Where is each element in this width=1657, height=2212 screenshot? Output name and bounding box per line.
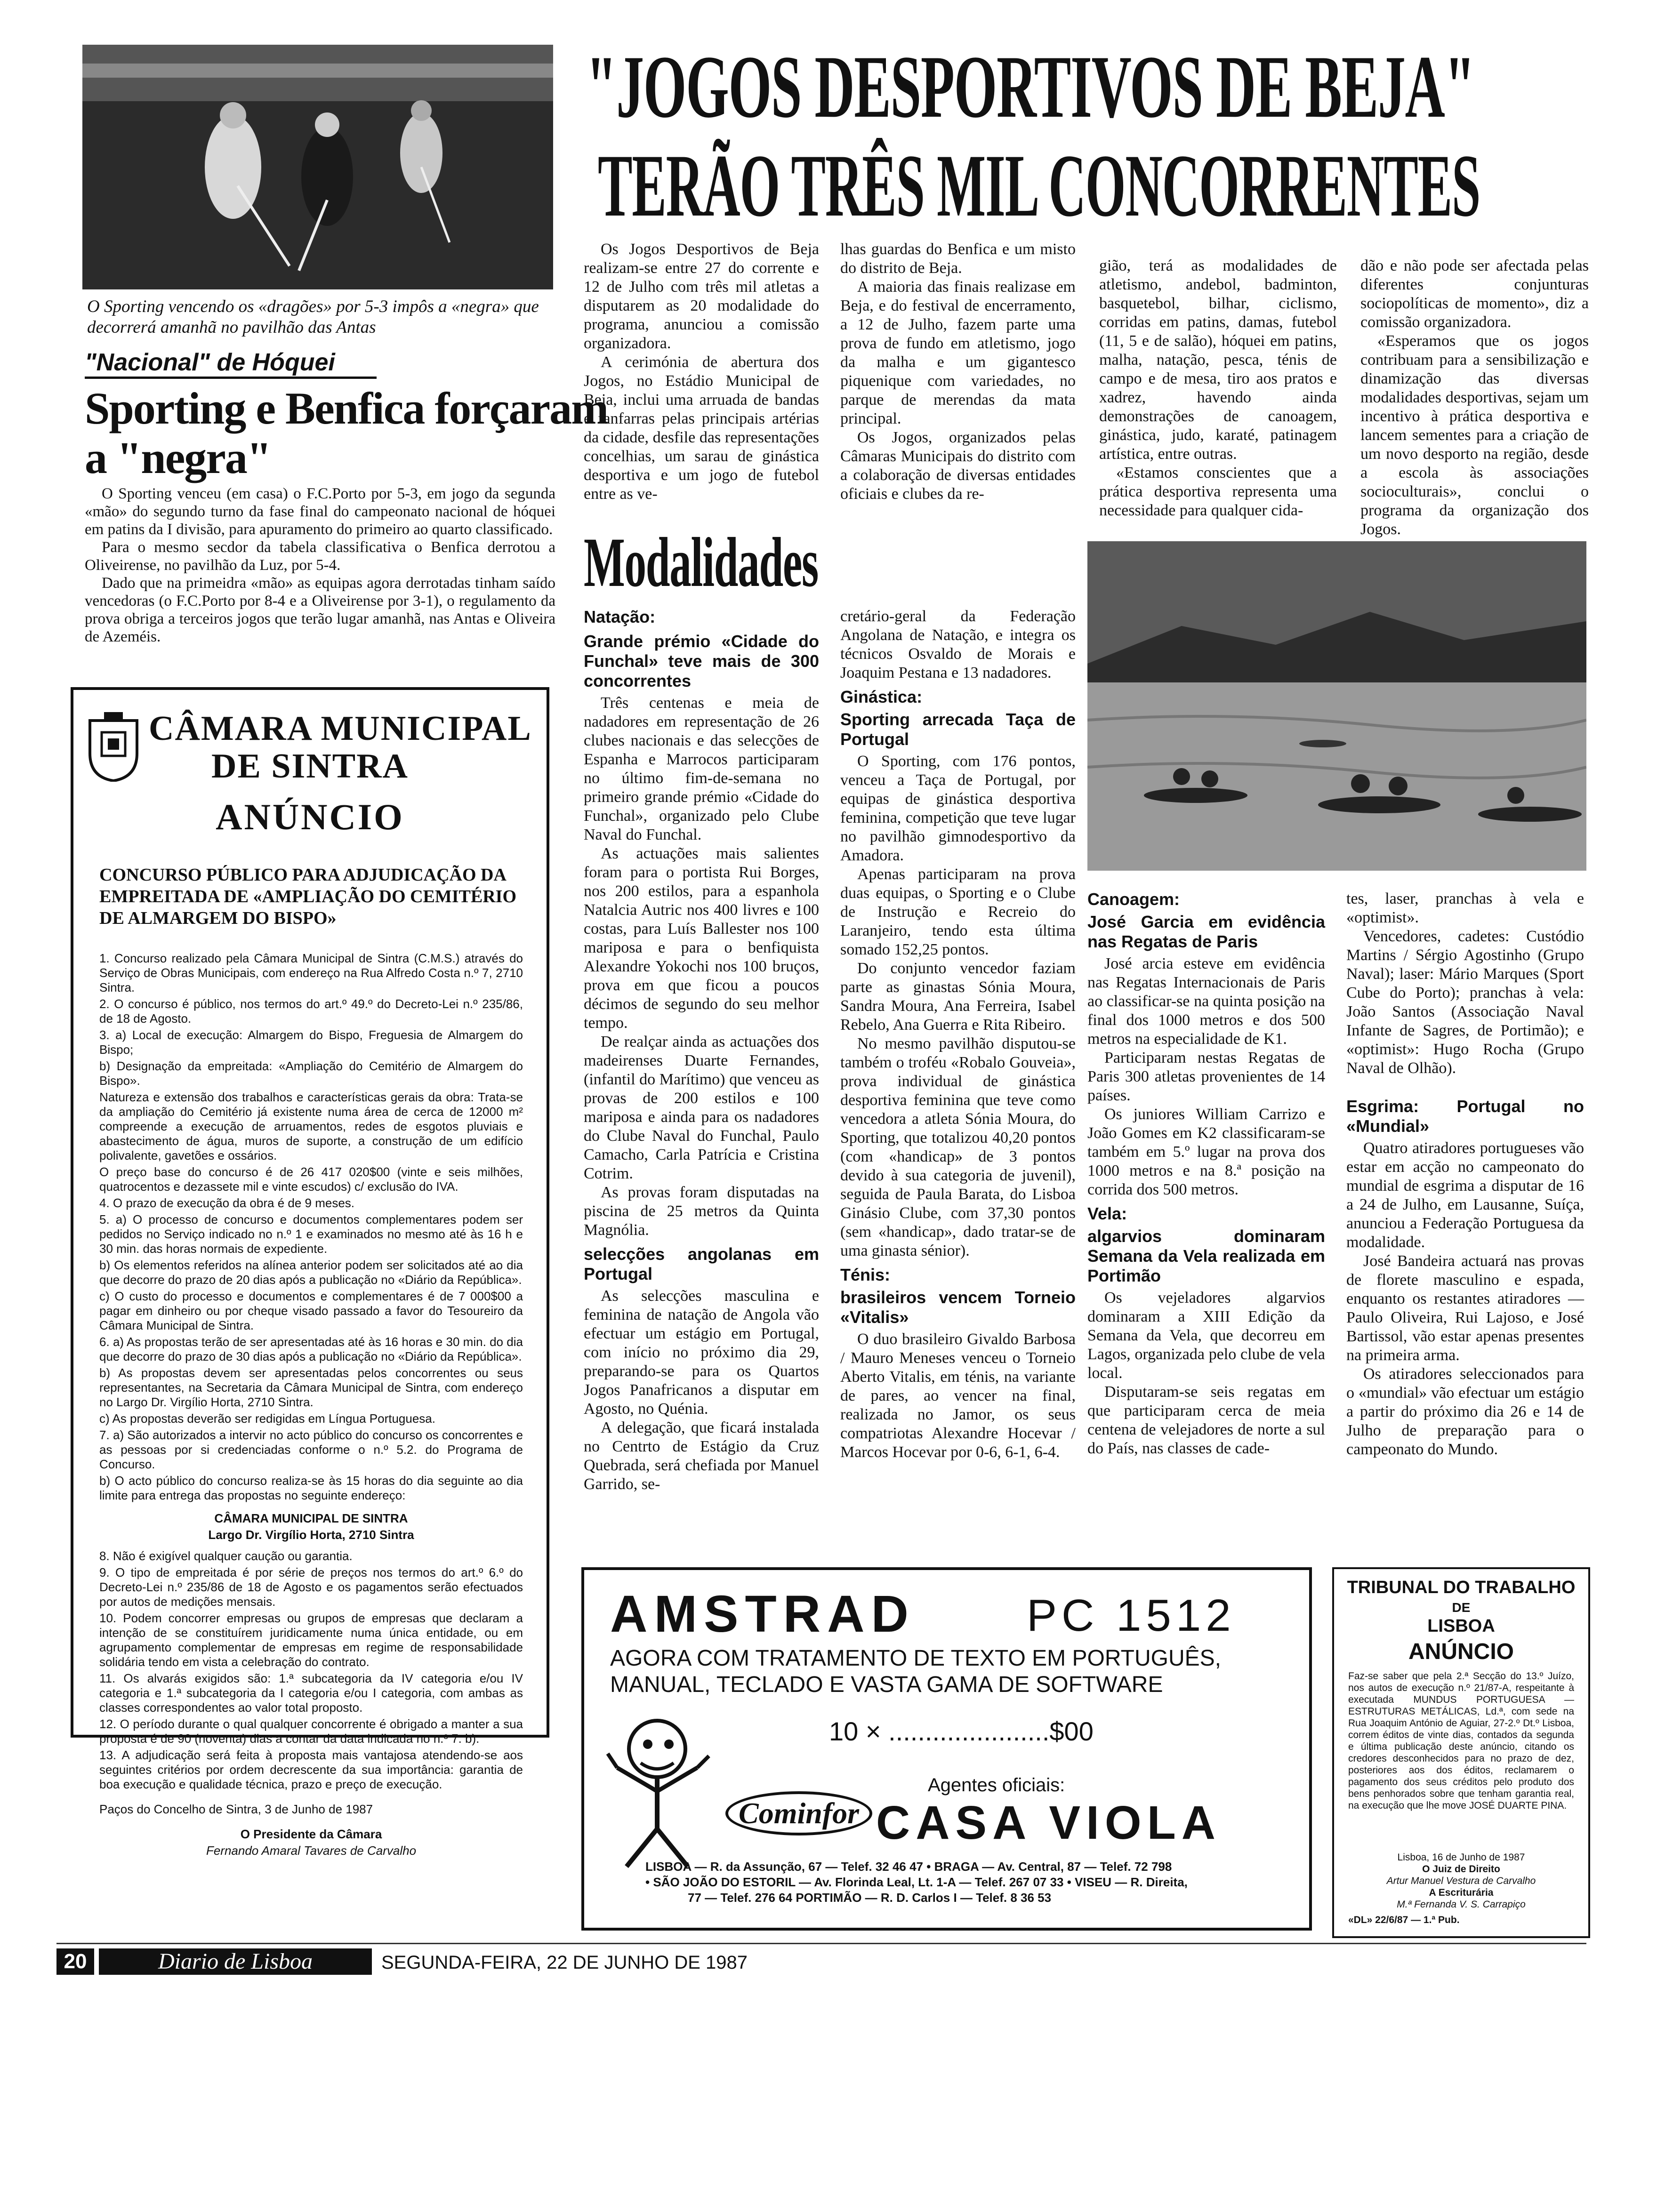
hockey-title-line1: Sporting e Benfica forçaram xyxy=(85,383,608,433)
amstrad-model: PC 1512 xyxy=(1027,1590,1236,1641)
sintra-item: 12. O período durante o qual qualquer concorrente é obrigado a manter a sua proposta é de 90 (noventa) dias a contar da data indicada no n.º 7. b). xyxy=(99,1717,523,1746)
beja-paragraph: A maioria das finais realizase em Beja, e do festival de encerramento, a 12 de Julho, fazem parte uma prova de fundo em atletismo, jogo da malha e um gigantesco piquenique com variedades, no parque de merendas da mata principal. xyxy=(840,278,1076,427)
footer-bar xyxy=(56,1943,1586,1947)
sintra-item: 4. O prazo de execução da obra é de 9 meses. xyxy=(99,1196,355,1210)
beja-col-1 xyxy=(584,240,819,504)
hockey-photo xyxy=(82,45,553,289)
vela-label: Vela: xyxy=(1087,1204,1127,1223)
esgrima-paragraph: Quatro atiradores portugueses vão estar em acção no campeonato do mundial de esgrima a disputar de 16 a 24 de Julho, em Lausanne, Suíça, anunciou a Federação Portuguesa da modalidade. xyxy=(1346,1139,1584,1251)
tenis-label: Ténis: xyxy=(840,1265,891,1284)
hockey-paragraph: Dado que na primeidra «mão» as equipas agora derrotadas tinham saído vencedoras (o F.C.Porto por 8-4 e a Oliveirense por 3-1), o regulamento da prova obriga a terceiros jogos que terão lugar amanhã, nas Antas e Oliveira de Azeméis. xyxy=(85,575,555,645)
footer-date: SEGUNDA-FEIRA, 22 DE JUNHO DE 1987 xyxy=(381,1952,748,1973)
sintra-item: 6. a) As propostas terão de ser apresentadas até às 16 horas e 30 min. do dia que decorre do prazo de 30 dias após a publicação no «Diário da República». xyxy=(99,1335,523,1363)
canoagem-title: José Garcia em evidência nas Regatas de Paris xyxy=(1087,912,1325,951)
hockey-paragraph: O Sporting venceu (em casa) o F.C.Porto por 5-3, em jogo da segunda «mão» do segundo turno da fase final do campeonato nacional de hóquei em patins da I divisão, para apuramento do primeiro ao quarto classificado. xyxy=(85,485,555,538)
beja-paragraph: Os Jogos Desportivos de Beja realizam-se entre 27 do corrente e 12 de Julho com três mil atletas a disputarem as 20 modalidade do programa, anunciou a comissão organizadora. xyxy=(584,240,819,352)
esgrima-paragraph: José Bandeira actuará nas provas de florete masculino e espada, enquanto os restantes atiradores — Paulo Oliveira, Rui Lajoso, e José Bartissol, vão estar apenas presentes na primeira arma. xyxy=(1346,1252,1584,1364)
sintra-address-line1: CÂMARA MUNICIPAL DE SINTRA xyxy=(214,1511,408,1525)
angola-continued: cretário-geral da Federação Angolana de Natação, e integra os técnicos Osvaldo de Morais e Joaquim Pestana e 13 nadadores. xyxy=(840,608,1076,681)
natacao-paragraph: Três centenas e meia de nadadores em representação de 26 clubes nacionais e das selecções de Espanha e Marrocos participaram no último fim-de-semana no primeiro grande prémio «Cidade do Funchal», organizado pelo Clube Naval do Funchal. xyxy=(584,694,819,843)
beja-paragraph: «Estamos conscientes que a prática desportiva representa uma necessidade para qualquer cida- xyxy=(1099,464,1337,519)
tribunal-ref: «DL» 22/6/87 — 1.ª Pub. xyxy=(1348,1915,1460,1925)
ginastica-paragraph: No mesmo pavilhão disputou-se também o troféu «Robalo Gouveia», prova individual de ginástica desportiva feminina que teve como vencedora a atleta Sónia Moura, do Sporting, que totalizou 40,20 pontos (com «handicap» de 3 pontos devido à sua categoria de juvenil), seguida de Paula Barata, do Lisboa Ginásio Clube, com 37,30 pontos (sem «handicap», dado tratar-se de uma ginasta sénior). xyxy=(840,1035,1076,1259)
esgrima-paragraph: Os atiradores seleccionados para o «mundial» vão efectuar um estágio a partir do próximo dia 26 e 14 de Julho de preparação para o campeonato do Mundo. xyxy=(1346,1365,1584,1458)
amstrad-brand: AMSTRAD xyxy=(610,1585,915,1643)
sintra-item: b) O acto público do concurso realiza-se às 15 horas do dia seguinte ao dia limite para entrega das propostas no seguinte endereço: xyxy=(99,1474,523,1502)
ginastica-paragraph: Do conjunto vencedor faziam parte as ginastas Sónia Moura, Sandra Moura, Ana Ferreira, Isabel Rebelo, Ana Guerra e Rita Ribeiro. xyxy=(840,960,1076,1034)
tribunal-clerk-title: A Escriturária xyxy=(1429,1887,1494,1898)
ginastica-title: Sporting arrecada Taça de Portugal xyxy=(840,710,1076,749)
natacao-paragraph: As actuações mais salientes foram para o portista Rui Borges, nos 200 estilos, para a espanhola Natalcia Autric nos 400 livres e 100 costas, para Luís Ballester nos 100 mariposa e para o benfiquista Alexandre Yokochi nos 100 bruços, prova em que ficou a poucos décimos de segundo do seu melhor tempo. xyxy=(584,845,819,1032)
amstrad-address-2: • SÃO JOÃO DO ESTORIL — Av. Florinda Leal, Lt. 1-A — Telef. 267 07 33 • VISEU — R. Direita, xyxy=(645,1875,1188,1889)
sintra-title-line2: DE SINTRA xyxy=(211,747,409,785)
modalidades-title: Modalidades xyxy=(584,523,818,601)
tribunal-title-1: TRIBUNAL DO TRABALHO xyxy=(1347,1578,1576,1597)
main-headline-line2: TERÃO TRÊS MIL CONCORRENTES xyxy=(598,136,1480,235)
tribunal-announcement xyxy=(1332,1567,1590,1938)
sintra-item: b) As propostas devem ser apresentadas pelos concorrentes ou seus representantes, na Secretaria da Câmara Municipal de Sintra, com endereço no Largo Dr. Virgílio Horta, 2710 Sintra. xyxy=(99,1366,523,1409)
beja-col-3 xyxy=(1099,256,1337,520)
beja-paragraph: dão e não pode ser afectada pelas diferentes conjunturas sociopolíticas de momento», diz a comissão organizadora. xyxy=(1360,257,1589,331)
sintra-item: 1. Concurso realizado pela Câmara Municipal de Sintra (C.M.S.) através do Serviço de Obras Municipais, com endereço na Rua Alfredo Costa n.º 7, 2710 Sintra. xyxy=(99,951,523,994)
angola-title: selecções angolanas em Portugal xyxy=(584,1244,819,1283)
amstrad-address-1: LISBOA — R. da Assunção, 67 — Telef. 32 46 47 • BRAGA — Av. Central, 87 — Telef. 72 798 xyxy=(645,1859,1172,1874)
esgrima-title: Esgrima: Portugal no «Mundial» xyxy=(1346,1097,1584,1136)
beja-paragraph: A cerimónia de abertura dos Jogos, no Estádio Municipal de Beja, inclui uma arruada de bandas e fanfarras pelas principais artérias da cidade, desfile das representações concelhias, um sarau de ginástica desportiva e um jogo de futebol entre as ve- xyxy=(584,353,819,503)
amstrad-tagline: AGORA COM TRATAMENTO DE TEXTO EM PORTUGUÊS, MANUAL, TECLADO E VASTA GAMA DE SOFTWARE xyxy=(610,1646,1221,1697)
tribunal-anuncio: ANÚNCIO xyxy=(1408,1639,1514,1664)
vela-title: algarvios dominaram Semana da Vela realizada em Portimão xyxy=(1087,1226,1325,1285)
canoagem-paragraph: Os juniores William Carrizo e João Gomes em K2 classificaram-se também em 5.º lugar na prova dos 1000 metros e na 8.ª posição na corrida dos 500 metros. xyxy=(1087,1106,1325,1198)
sintra-item: 8. Não é exigível qualquer caução ou garantia. xyxy=(99,1549,353,1563)
hockey-paragraph: Para o mesmo secdor da tabela classificativa o Benfica derrotou a Oliveirense, no pavilhão da Luz, por 5-4. xyxy=(85,539,555,574)
amstrad-agents-label: Agentes oficiais: xyxy=(928,1775,1065,1795)
tribunal-signatures xyxy=(1348,1851,1574,1926)
hockey-photo-image xyxy=(82,45,553,289)
amstrad-price: 10 × ......................$00 xyxy=(829,1716,1094,1746)
modalidades-col-3 xyxy=(1087,890,1325,1458)
natacao-paragraph: As provas foram disputadas na piscina de 25 metros da Quinta Magnólia. xyxy=(584,1184,819,1239)
amstrad-address-3: 77 — Telef. 276 64 PORTIMÃO — R. D. Carlos I — Telef. 8 36 53 xyxy=(688,1891,1052,1905)
tribunal-judge-title: O Juiz de Direito xyxy=(1422,1864,1500,1875)
sintra-signer-name: Fernando Amaral Tavares de Carvalho xyxy=(206,1843,417,1858)
ginastica-paragraph: O Sporting, com 176 pontos, venceu a Taça de Portugal, por equipas de ginástica desportiva feminina, competição que teve lugar no pavilhão gimnodesportivo da Amadora. xyxy=(840,753,1076,864)
hockey-caption: O Sporting vencendo os «dragões» por 5-3 impôs a «negra» que decorrerá amanhã no pavilhão das Antas xyxy=(87,297,539,337)
sintra-place-date: Paços do Concelho de Sintra, 3 de Junho de 1987 xyxy=(99,1802,373,1816)
page-number: 20 xyxy=(56,1948,94,1975)
vela-paragraph: Disputaram-se seis regatas em que participaram cerca de meia centena de velejadores de norte a sul do País, nas classes de cade- xyxy=(1087,1383,1325,1457)
beja-col-4 xyxy=(1360,256,1589,539)
beja-col-2 xyxy=(840,240,1076,504)
beja-paragraph: lhas guardas do Benfica e um misto do distrito de Beja. xyxy=(840,240,1076,277)
vela-paragraph: Os vejeladores algarvios dominaram a XIII Edição da Semana da Vela, que decorreu em Lagos, organizada pelo clube de vela local. xyxy=(1087,1289,1325,1382)
natacao-paragraph: De realçar ainda as actuações dos madeirenses Duarte Fernandes, (infantil do Marítimo) que venceu as provas de 200 estilos e 100 mariposa e ainda para os nadadores do Clube Naval do Funchal, Paulo Camacho, Carla Patrícia e Cristina Cotrim. xyxy=(584,1033,819,1182)
tribunal-body: Faz-se saber que pela 2.ª Secção do 13.º Juízo, nos autos de execução n.º 21/87-A, respeitante à executada MUNDUS PORTUGUESA — ESTRUTURAS METÁLICAS, Ld.ª, com sede na Rua Joaquim António de Aguiar, 27-2.º Dt.º Lisboa, correm éditos de vinte dias, contados da segunda e última publicação deste anúncio, citando os credores desconhecidos para no prazo de dez, posteriores aos dos éditos, reclamarem o pagamento dos seus créditos pelo produto dos bens penhorados sobre que tenham garantia real, na execução que lhe move JOSÉ DUARTE PINA. xyxy=(1348,1671,1574,1811)
sintra-item: Natureza e extensão dos trabalhos e características gerais da obra: Trata-se da ampliação do Cemitério já existente numa área de cerca de 12000 m² compreende a execução de arruamentos, redes de esgotos pluviais e abastecimento de água, muros de suporte, a construção de um edifício polivalente, gavetões e ossários. xyxy=(99,1090,523,1162)
tribunal-title-2: DE xyxy=(1452,1600,1471,1615)
angola-paragraph: As selecções masculina e feminina de natação de Angola vão efectuar um estágio em Portugal, com início no próximo dia 29, preparando-se para os Quartos Jogos Panafricanos a disputar em Agosto, no Quénia. xyxy=(584,1287,819,1418)
tribunal-title-3: LISBOA xyxy=(1427,1616,1495,1636)
natacao-title: Grande prémio «Cidade do Funchal» teve mais de 300 concorrentes xyxy=(584,632,819,690)
hockey-article xyxy=(85,485,555,646)
amstrad-mascot-icon xyxy=(598,1711,716,1871)
hockey-title-line2: a "negra" xyxy=(85,433,271,483)
vencedores-paragraph: Vencedores, cadetes: Custódio Martins / Sérgio Agostinho (Grupo Naval); laser: Mário Marques (Sport Cube do Porto); pranchas à vela: João Santos (Associação Naval Infante de Sagres, de Portimão); e «optimist»: Hugo Rocha (Grupo Naval de Olhão). xyxy=(1346,928,1584,1077)
amstrad-ad xyxy=(581,1567,1312,1931)
sintra-signer-title: O Presidente da Câmara xyxy=(240,1827,382,1841)
canoagem-paragraph: Participaram nestas Regatas de Paris 300 atletas provenientes de 14 países. xyxy=(1087,1049,1325,1104)
beja-paragraph: «Esperamos que os jogos contribuam para a sensibilização e dinamização das diversas modalidades desportivas, sejam um incentivo à prática desportiva e lancem sementes para a criação de um novo desporto na região, desde a escola às associações socioculturais», conclui o programa da organização dos Jogos. xyxy=(1360,332,1589,538)
masthead: Diario de Lisboa xyxy=(99,1948,372,1975)
hockey-kicker: "Nacional" de Hóquei xyxy=(85,348,377,379)
sintra-item: c) As propostas deverão ser redigidas em Língua Portuguesa. xyxy=(99,1411,435,1426)
sintra-announcement xyxy=(71,687,549,1858)
canoe-photo-image xyxy=(1087,541,1586,871)
ginastica-label: Ginástica: xyxy=(840,687,923,706)
angola-paragraph: A delegação, que ficará instalada no Centrto de Estágio da Cruz Quebrada, será chefiada por Manuel Garrido, se- xyxy=(584,1419,819,1493)
sintra-items xyxy=(99,951,523,1860)
cominfor-logo: Cominfor xyxy=(725,1791,872,1835)
beja-paragraph: Os Jogos, organizados pelas Câmaras Municipais do distrito com a colaboração de diversas entidades oficiais e clubes da re- xyxy=(840,429,1076,503)
sintra-item: b) Designação da empreitada: «Ampliação do Cemitério de Almargem do Bispo». xyxy=(99,1059,523,1088)
sintra-item: O preço base do concurso é de 26 417 020$00 (vinte e seis milhões, quatrocentos e dezassete mil e vinte escudos) c/ exclusão do IVA. xyxy=(99,1165,523,1194)
natacao-label: Natação: xyxy=(584,607,656,626)
sintra-item: 7. a) São autorizados a intervir no acto público do concurso os concorrentes e as pessoas por si credenciadas conforme o n.º 5.2. do Programa de Concurso. xyxy=(99,1428,523,1471)
sintra-item: 3. a) Local de execução: Almargem do Bispo, Freguesia de Almargem do Bispo; xyxy=(99,1028,523,1057)
canoagem-paragraph: José arcia esteve em evidência nas Regatas Internacionais de Paris ao classificar-se na quinta posição na final dos 1000 metros e dos 500 metros na especialidade de K1. xyxy=(1087,955,1325,1048)
sintra-item: b) Os elementos referidos na alínea anterior podem ser solicitados até ao dia que decorre do prazo de 20 dias após a publicação no «Diário da República». xyxy=(99,1258,523,1287)
canoagem-label: Canoagem: xyxy=(1087,890,1180,909)
tribunal-date: Lisboa, 16 de Junho de 1987 xyxy=(1397,1852,1525,1863)
sintra-item: 9. O tipo de empreitada é por série de preços nos termos do art.º 6.º do Decreto-Lei n.º 235/86 de 18 de Agosto e os pagamentos serão efectuados por autos de medições mensais. xyxy=(99,1565,523,1609)
sintra-item: 10. Podem concorrer empresas ou grupos de empresas que declaram a intenção de se constituírem juridicamente numa única entidade, ou em agrupamento complementar de empresas em regime de responsabilidade solidária tendo em vista a celebração do contrato. xyxy=(99,1611,523,1669)
sintra-item: 2. O concurso é público, nos termos do art.º 49.º do Decreto-Lei n.º 235/86, de 18 de Agosto. xyxy=(99,997,523,1026)
sintra-item: c) O custo do processo e documentos e complementares é de 7 000$00 a pagar em dinheiro ou por cheque visado passado a favor do Tesoureiro da Câmara Municipal de Sintra. xyxy=(99,1289,523,1332)
tenis-paragraph: O duo brasileiro Givaldo Barbosa / Mauro Meneses venceu o Torneio Aberto Vitalis, em ténis, na variante de pares, ao vencer na final, realizada no Jamor, os seus compatriotas Alexandre Hocevar / Marcos Hocevar por 0-6, 6-1, 6-4. xyxy=(840,1330,1076,1461)
beja-paragraph: gião, terá as modalidades de atletismo, andebol, badminton, basquetebol, bilhar, ciclismo, corridas em patins, damas, futebol (11, 5 e de salão), hóquei em patins, malha, natação, pesca, ténis de campo e de mesa, tiro aos pratos e xadrez, havendo ainda demonstrações de canoagem, ginástica, judo, karaté, patinagem artística, entre outras. xyxy=(1099,257,1337,463)
sintra-item: 13. A adjudicação será feita à proposta mais vantajosa atendendo-se aos seguintes critérios por ordem decrescente da sua importância: garantia de boa execução e qualidade técnica, prazo e preço de execução. xyxy=(99,1748,523,1791)
vela-continued: tes, laser, pranchas à vela e «optimist». xyxy=(1346,890,1584,926)
canoe-photo xyxy=(1087,541,1586,871)
sintra-title-line1: CÂMARA MUNICIPAL xyxy=(149,709,532,748)
modalidades-col-4 xyxy=(1346,890,1584,1459)
casa-viola-store: CASA VIOLA xyxy=(876,1796,1221,1849)
sintra-concurso-title: CONCURSO PÚBLICO PARA ADJUDICAÇÃO DA EMPREITADA DE «AMPLIAÇÃO DO CEMITÉRIO DE ALMARGEM DO BISPO» xyxy=(99,865,517,928)
tribunal-judge-name: Artur Manuel Vestura de Carvalho xyxy=(1386,1875,1536,1886)
sintra-address-line2: Largo Dr. Virgílio Horta, 2710 Sintra xyxy=(208,1528,414,1542)
ginastica-paragraph: Apenas participaram na prova duas equipas, o Sporting e o Clube de Instrução e Recreio do Laranjeiro, tendo esta última somado 152,25 pontos. xyxy=(840,866,1076,958)
modalidades-col-2 xyxy=(840,607,1076,1462)
tribunal-clerk-name: M.ª Fernanda V. S. Carrapiço xyxy=(1397,1899,1526,1910)
sintra-item: 5. a) O processo de concurso e documentos complementares podem ser pedidos no Serviço indicado no n.º 1 e examinados no mesmo até às 16 h e 30 min. das horas normais de expediente. xyxy=(99,1212,523,1256)
main-headline-line1: "JOGOS DESPORTIVOS DE BEJA" xyxy=(586,38,1475,136)
tenis-title: brasileiros vencem Torneio «Vitalis» xyxy=(840,1288,1076,1327)
sintra-anuncio: ANÚNCIO xyxy=(216,796,404,837)
sintra-item: 11. Os alvarás exigidos são: 1.ª subcategoria da IV categoria e/ou IV categoria e 1.ª subcategoria da I categoria e/ou I categoria, com ambas as classes correspondentes ao valor total proposto. xyxy=(99,1671,523,1715)
modalidades-col-1 xyxy=(584,607,819,1494)
